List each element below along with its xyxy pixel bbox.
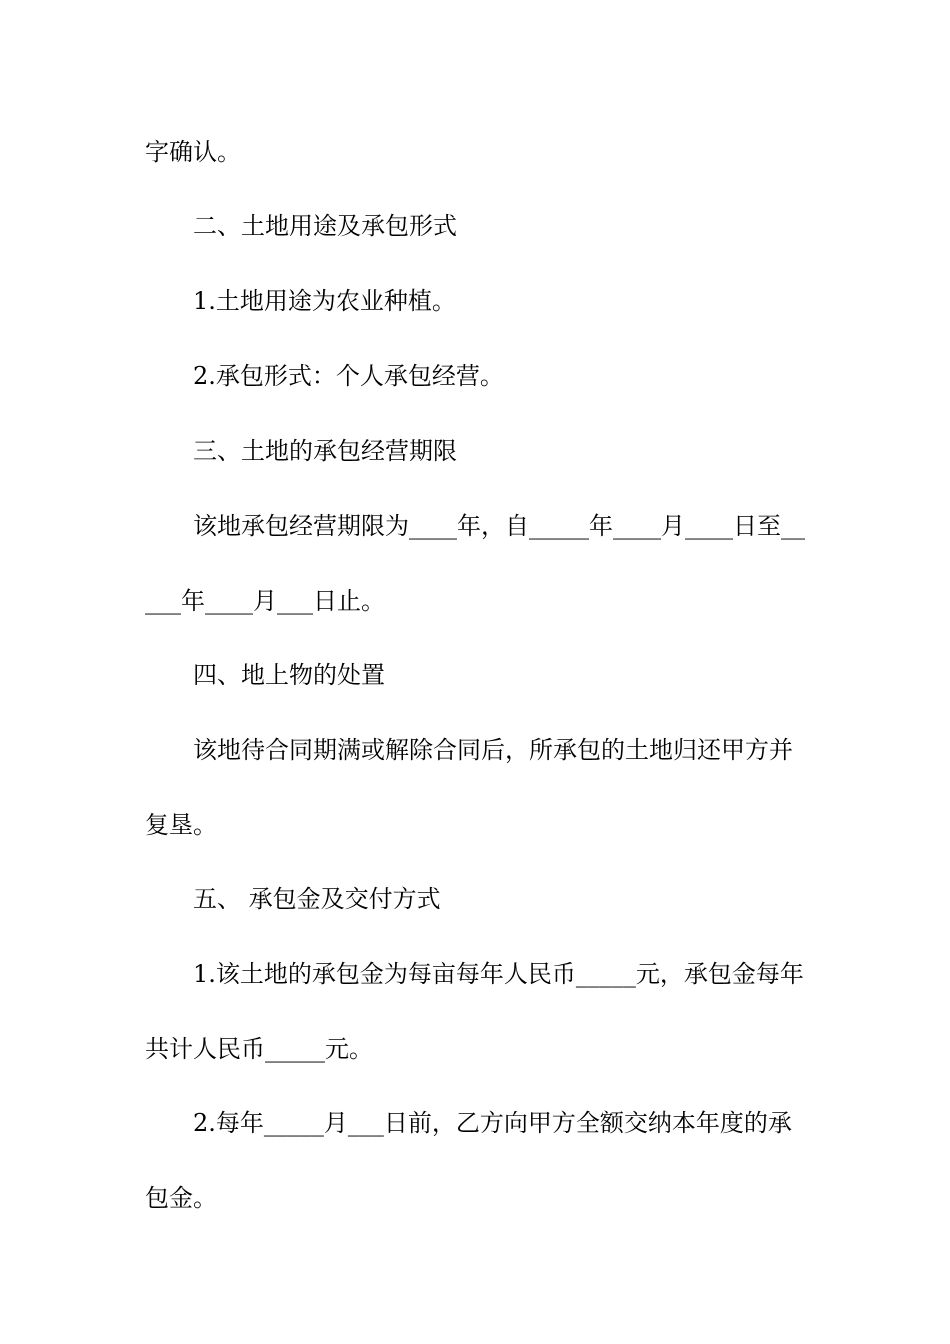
clause-2-1: 1.土地用途为农业种植。 [193,287,456,315]
clause-2-2: 2.承包形式：个人承包经营。 [193,362,504,390]
section-heading-2: 二、土地用途及承包形式 [193,212,457,240]
clause-3-text: 该地承包经营期限为____年，自_____年____月____日至__ [193,512,805,540]
section-heading-5: 五、 承包金及交付方式 [193,885,441,913]
clause-4-text: 该地待合同期满或解除合同后，所承包的土地归还甲方并 [193,736,793,764]
clause-5-2-continued: 包金。 [145,1184,217,1212]
clause-4-text-continued: 复垦。 [145,811,217,839]
text-line-continuation: 字确认。 [145,138,241,166]
section-heading-4: 四、地上物的处置 [193,661,385,689]
section-heading-3: 三、土地的承包经营期限 [193,437,457,465]
clause-3-text-continued: ___年____月___日止。 [145,587,385,615]
clause-5-1-continued: 共计人民币_____元。 [145,1035,373,1063]
clause-5-1: 1.该土地的承包金为每亩每年人民币_____元，承包金每年 [193,960,804,988]
clause-5-2: 2.每年_____月___日前，乙方向甲方全额交纳本年度的承 [193,1109,792,1137]
